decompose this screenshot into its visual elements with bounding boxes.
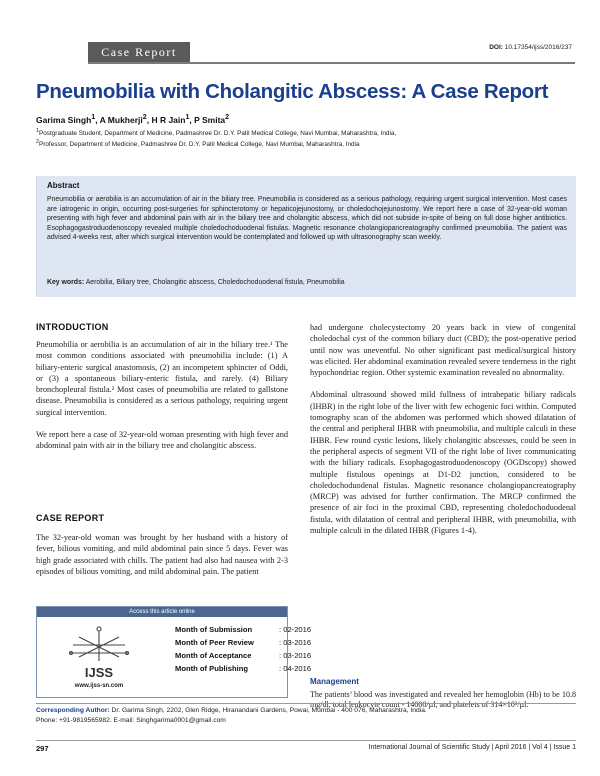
paragraph: had undergone cholecystectomy 20 years back in view of congenital choledochal cyst of the common biliary duct (CBD); the post-operative period until now was uneventful. No other significant past medical/surgical history was elicited. Her abdominal examination revealed severe tenderness in the right hypochondriac region. Other systemic examination revealed no abnormality. [310,323,576,378]
author-sup: 2 [225,113,230,121]
keywords-label: Key words: [47,279,85,286]
journal-citation: International Journal of Scientific Study | April 2016 | Vol 4 | Issue 1 [368,744,576,751]
author-name: Garima Singh [36,114,92,125]
author-name: P Smita [194,114,226,125]
corr-label: Corresponding Author: [36,707,110,714]
case-report-heading: CASE REPORT [36,513,105,523]
article-title: Pneumobilia with Cholangitic Abscess: A Case Report [36,80,549,103]
journal-logo-icon [49,623,149,681]
author-list: Garima Singh$^1$, A Mukherji$^2$, H R Jain$^1$, P Smita$^2$ [36,113,230,125]
journal-website[interactable]: www.ijss-sn.com [74,683,124,689]
affil-sup: 1 [36,128,39,134]
corr-contact[interactable]: Phone: +91-9819565982. E-mail: Singhgarima0001@gmail.com [36,716,226,724]
header-rule [88,62,575,64]
date-label: Month of Submission [175,625,253,634]
introduction-body [36,339,288,463]
affil-sup: 2 [36,139,39,145]
corr-address: Dr. Garima Singh, 2202, Glen Ridge, Hiranandani Gardens, Powai, Mumbai - 400 076, Maharashtra, India. [111,707,427,714]
abstract-text: Pneumobilia or aerobilia is an accumulation of air in the biliary tree. Pneumobilia is considered as a serious pathology, requiring urgent surgical intervention. Most cases are iatrogenic in origin, occurring post-surgeries for sphincterotomy or hepaticojejunostomy, or choledochojejunostomy. We report here a case of 32-year-old woman presenting with high fever and abdominal pain with air in the biliary tree and cholangitic abscess, which did not subside in-spite of being on full dose higher antibiotics. Esophagogastroduodenoscopy revealed multiple choledochoduodenal fistulas. Magnetic resonance cholangiopancreatography confirmed pneumobilia. The patient was advised 4-weeks rest, after which surgical intervention would be contemplated and followed up with ultrasonography scan weekly. [47,196,567,242]
doi-value: 10.17354/ijss/2016/237 [504,44,572,51]
case-report-body [36,532,288,588]
management-heading: Management [310,677,359,686]
doi[interactable] [489,44,572,51]
date-label: Month of Peer Review [175,638,254,647]
corresponding-author [36,703,576,725]
author-name: A Mukherji [99,114,143,125]
right-column-body [310,322,576,547]
date-value: : 02-2016 [279,625,312,634]
affiliation-1 [36,128,396,137]
affiliation-2 [36,139,360,148]
keywords [47,279,567,286]
abstract-heading: Abstract [47,181,80,190]
affil-text: Postgraduate Student, Department of Medicine, Padmashree Dr. D.Y. Patil Medical College, Navi Mumbai, Maharashtra, India, [38,130,397,138]
paragraph: Abdominal ultrasound showed mild fullness of intrahepatic biliary radicals (IHBR) in the right lobe of the liver with few echogenic foci within. Computed tomography scan of the abdomen was performed which showed dilatation of the central and peripheral IHBR with pneumobilia, and multiple calculi in these IHBR. Few round cystic lesions, likely cholangitic abscesses, could be seen in the peripheral aspects of segment VII of the right lobe of liver communicating with the biliary radicals. Esophagogastroduodenoscopy (OGDscopy) showed multiple fistulous openings at D1-D2 junction, considered to be choledochoduodenal fistulas. Magnetic resonance cholangiopancreatography (MRCP) was advised for further confirmation. The MRCP confirmed the presence of air foci in the proximal CBD, representing choledochoduodenal fistula, with dilatation of central and peripheral IHBR, with pneumobilia, with multiple calculi in the dilated IHBR (Figures 1-4). [310,390,576,536]
date-value: : 04-2016 [279,664,312,673]
footer-rule [36,740,576,741]
doi-label: DOI: [489,44,503,51]
paragraph: The 32-year-old woman was brought by her husband with a history of fever, bilious vomiting, and mild abdominal pain since 5 days. Fever was high grade associated with chills. The patient had also had nausea with 2-3 episodes of bilious vomiting, and mild abdominal pain. The patient [36,533,288,576]
abstract-box [36,176,576,297]
date-value: : 03-2016 [279,638,312,647]
author-sup: 1 [185,113,190,121]
keywords-text: Aerobilia, Biliary tree, Cholangitic abscess, Choledochoduodenal fistula, Pneumobilia [85,279,345,286]
date-label: Month of Publishing [175,664,248,673]
author-name: H R Jain [151,114,186,125]
author-sup: 2 [142,113,147,121]
paragraph: Pneumobilia or aerobilia is an accumulation of air in the biliary tree.¹ The most common conditions associated with pneumobilia include: (1) A biliary-enteric surgical anastomosis, (2) an incompetent sphincter of Oddi, or (3) a spontaneous biliary-enteric fistula, and rarely. (4) Biliary bronchopleural fistula.² Most cases of pneumobilia are related to gallstone disease. Pneumobilia is considered as a serious pathology, requiring urgent surgical intervention. [36,340,288,417]
date-label: Month of Acceptance [175,651,252,660]
access-box-heading: Access this article online [37,607,287,617]
affil-text: Professor, Department of Medicine, Padmashree Dr. D.Y. Patil Medical College, Navi Mumbai, Maharashtra, India [38,141,360,149]
introduction-heading: INTRODUCTION [36,322,109,332]
paragraph: We report here a case of 32-year-old woman presenting with high fever and abdominal pain with air in the biliary tree and cholangitic abscess. [36,430,288,451]
date-value: : 03-2016 [279,651,312,660]
page-number: 297 [36,744,49,753]
logo-text: IJSS [84,665,114,680]
article-type-label: Case Report [101,45,177,59]
author-sup: 1 [91,113,96,121]
paragraph: The patients’ blood was investigated and revealed her hemoglobin (Hb) to be 10.8 mg/dl, total leukocyte count - 14000/µl, and platelets of 314×10³/µl. [310,690,576,709]
access-article-box [36,606,312,698]
